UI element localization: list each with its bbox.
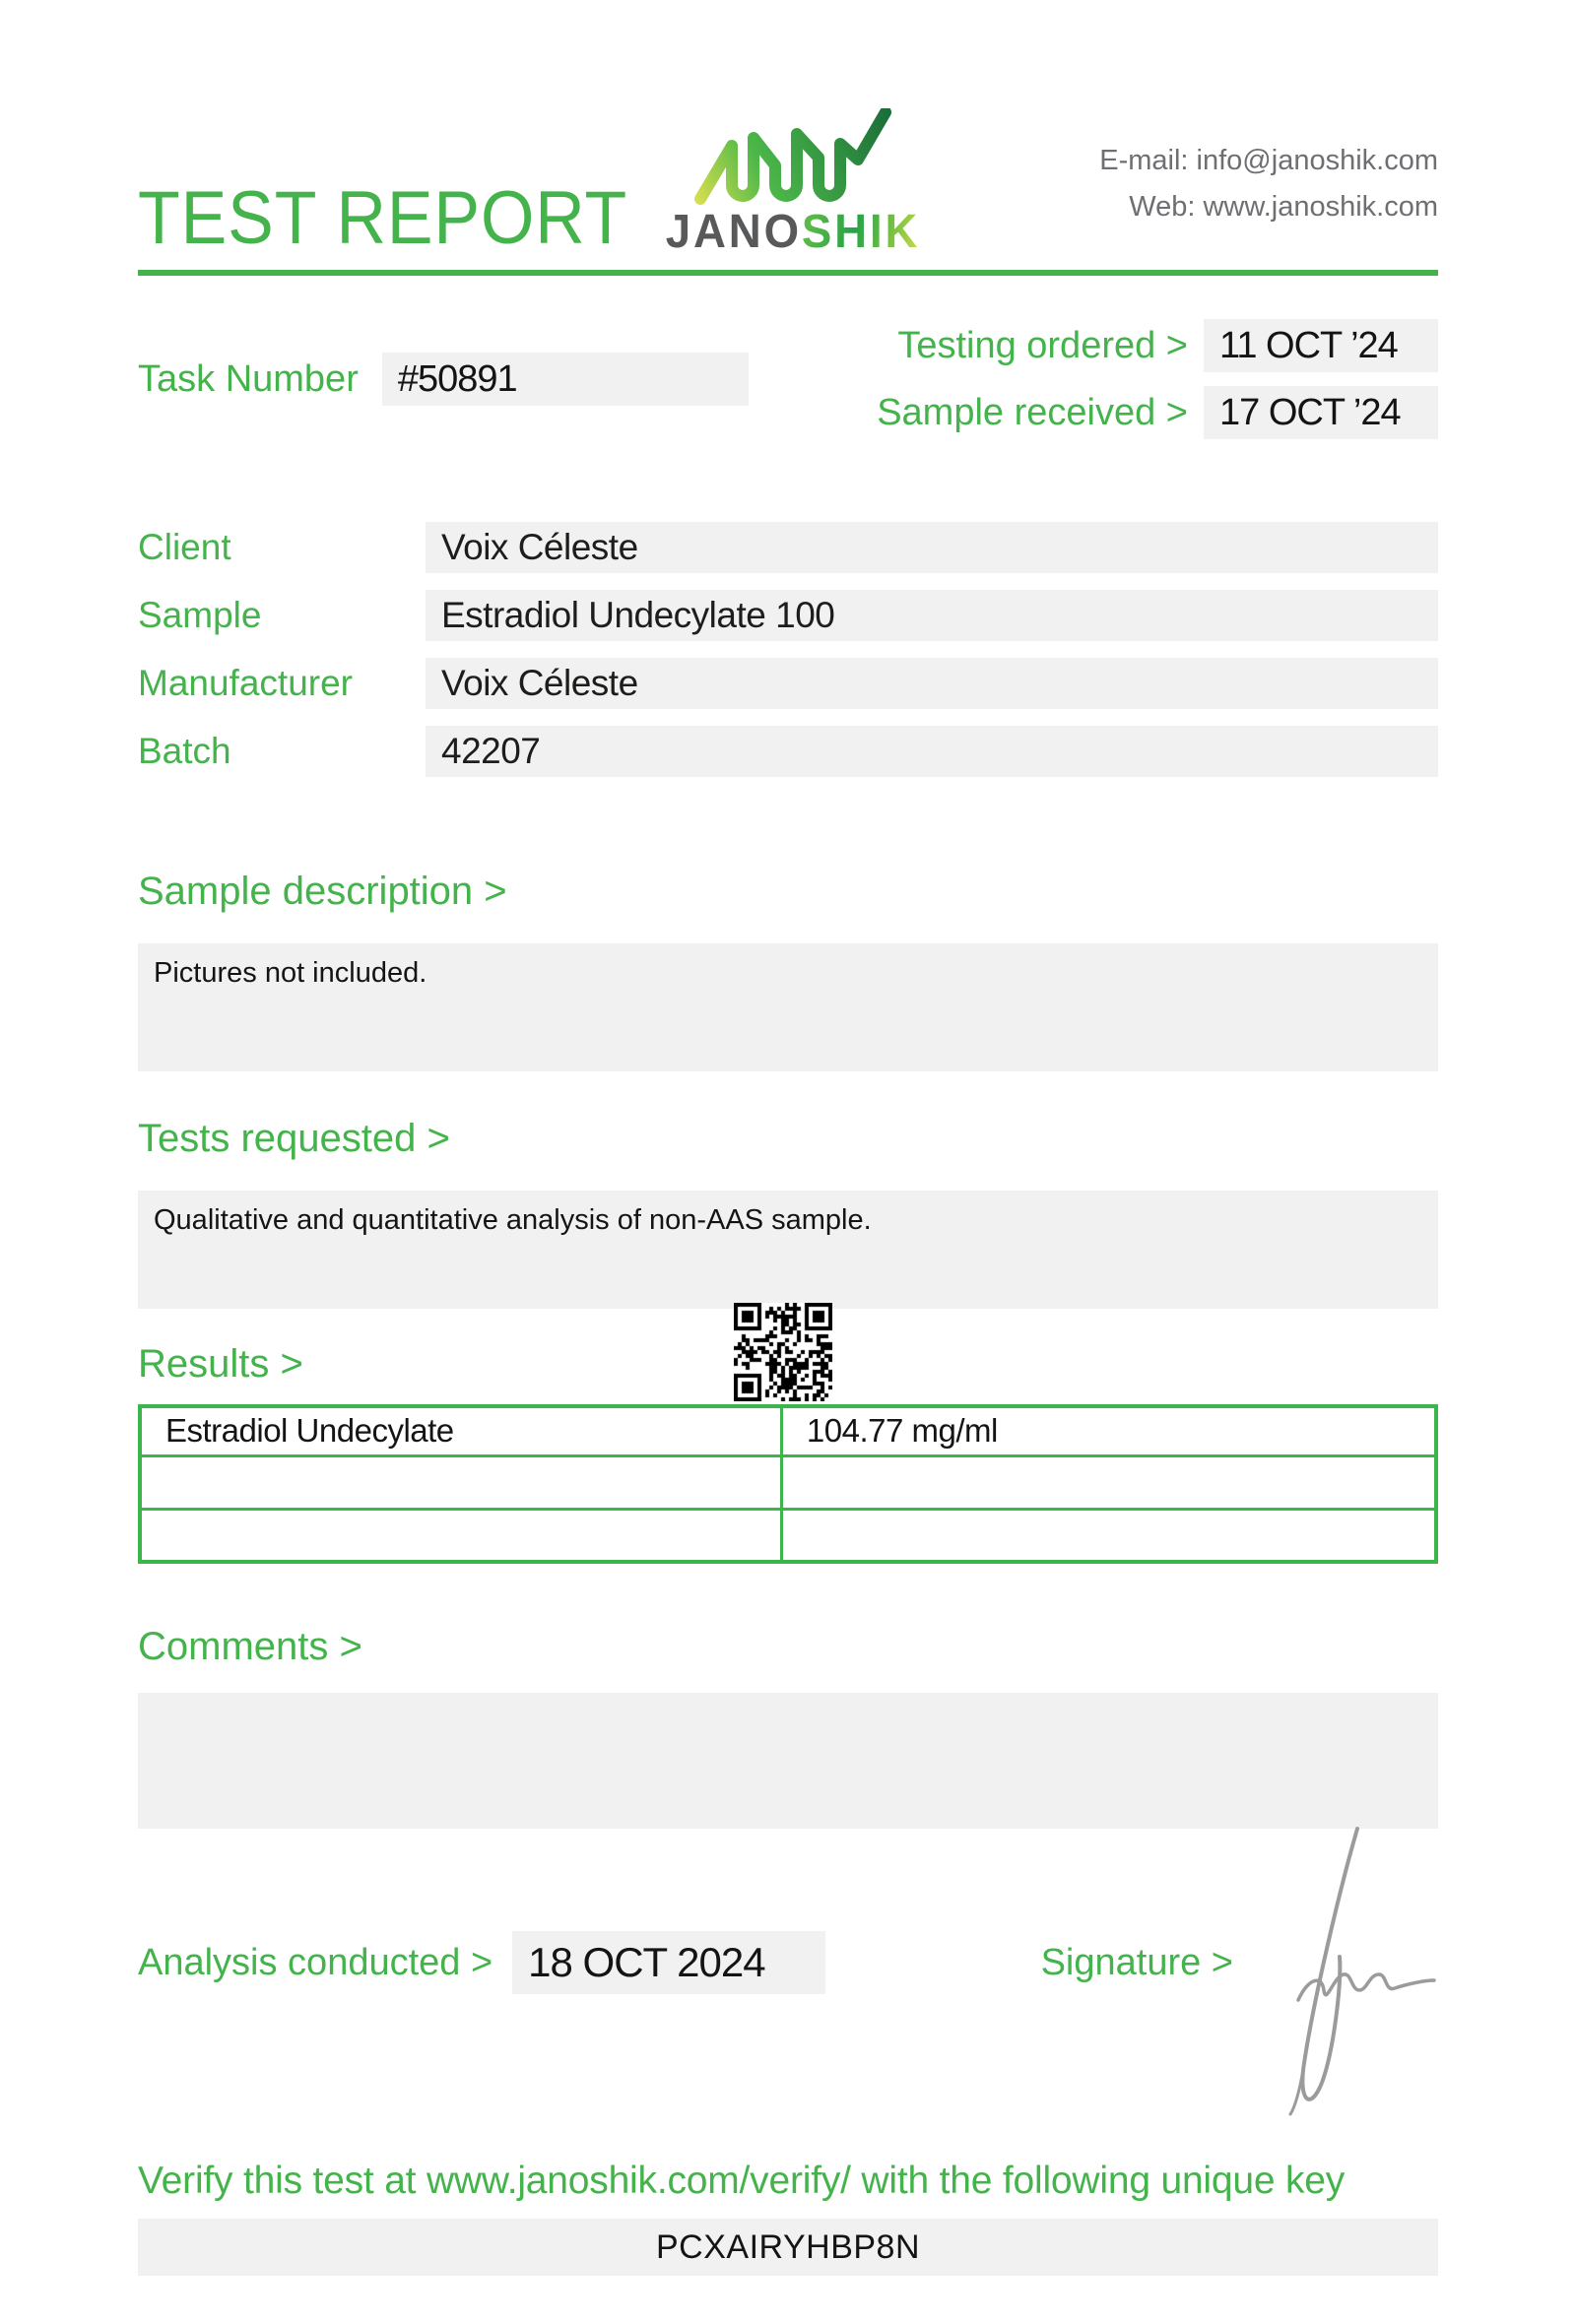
janoshik-logo: [666, 108, 921, 258]
contact-email: E-mail: info@janoshik.com: [1099, 145, 1438, 177]
dates-block: [877, 319, 1438, 439]
meta-row-manufacturer: [138, 658, 1438, 709]
results-heading: Results >: [138, 1342, 303, 1386]
sample-description-heading: Sample description >: [138, 870, 507, 913]
sample-received-value: 17 OCT ’24: [1204, 386, 1438, 439]
tests-requested-heading: Tests requested >: [138, 1117, 450, 1160]
result-value-empty: [781, 1455, 1436, 1509]
testing-ordered-label: Testing ordered >: [897, 324, 1188, 366]
sample-value: Estradiol Undecylate 100: [426, 590, 1438, 641]
testing-ordered-value: 11 OCT ’24: [1204, 319, 1438, 372]
meta-row-sample: [138, 590, 1438, 641]
signature-label: Signature >: [1040, 1941, 1233, 1983]
table-row: [140, 1509, 1436, 1562]
analysis-conducted-label: Analysis conducted >: [138, 1941, 493, 1983]
results-table-wrap: [138, 1404, 1438, 1564]
client-label: Client: [138, 527, 231, 567]
contact-web: Web: www.janoshik.com: [1129, 191, 1438, 224]
result-analyte: Estradiol Undecylate: [140, 1406, 781, 1455]
footer-row: [138, 1931, 1438, 1994]
logo-chart-icon: [692, 108, 894, 207]
comments-body: [138, 1693, 1438, 1829]
meta-row-client: [138, 522, 1438, 573]
task-number-label: Task Number: [138, 357, 359, 400]
sample-received-label: Sample received >: [877, 391, 1188, 433]
meta-row-batch: [138, 726, 1438, 777]
table-row: [140, 1406, 1436, 1455]
analysis-date-value: 18 OCT 2024: [512, 1931, 825, 1994]
manufacturer-value: Voix Céleste: [426, 658, 1438, 709]
result-value-empty: [781, 1509, 1436, 1562]
signature-image: [1241, 1821, 1438, 2116]
qr-code: [734, 1303, 832, 1401]
table-row: [140, 1455, 1436, 1509]
sample-received-row: [877, 386, 1438, 439]
batch-value: 42207: [426, 726, 1438, 777]
page-title: TEST REPORT: [138, 176, 628, 260]
result-analyte-empty: [140, 1509, 781, 1562]
task-number-value: #50891: [382, 353, 749, 406]
batch-label: Batch: [138, 731, 231, 771]
verify-text: Verify this test at www.janoshik.com/verify/ with the following unique key: [138, 2160, 1346, 2202]
report-header: [138, 0, 1438, 260]
testing-ordered-row: [897, 319, 1438, 372]
result-value: 104.77 mg/ml: [781, 1406, 1436, 1455]
logo-wordmark: [666, 206, 921, 258]
logo-word-green: SHIK: [802, 206, 921, 258]
comments-heading: Comments >: [138, 1625, 362, 1668]
sample-label: Sample: [138, 595, 262, 635]
sample-meta: [138, 522, 1438, 777]
contact-block: [916, 138, 1438, 256]
task-and-dates: [138, 319, 1438, 439]
header-divider: [138, 270, 1438, 276]
sample-description-body: Pictures not included.: [138, 943, 1438, 1071]
verify-key: PCXAIRYHBP8N: [138, 2219, 1438, 2276]
manufacturer-label: Manufacturer: [138, 663, 353, 703]
results-table: [138, 1404, 1438, 1564]
task-number-row: [138, 319, 749, 439]
logo-word-gray: JANO: [666, 206, 803, 258]
tests-requested-body: Qualitative and quantitative analysis of non-AAS sample.: [138, 1191, 1438, 1309]
result-analyte-empty: [140, 1455, 781, 1509]
client-value: Voix Céleste: [426, 522, 1438, 573]
